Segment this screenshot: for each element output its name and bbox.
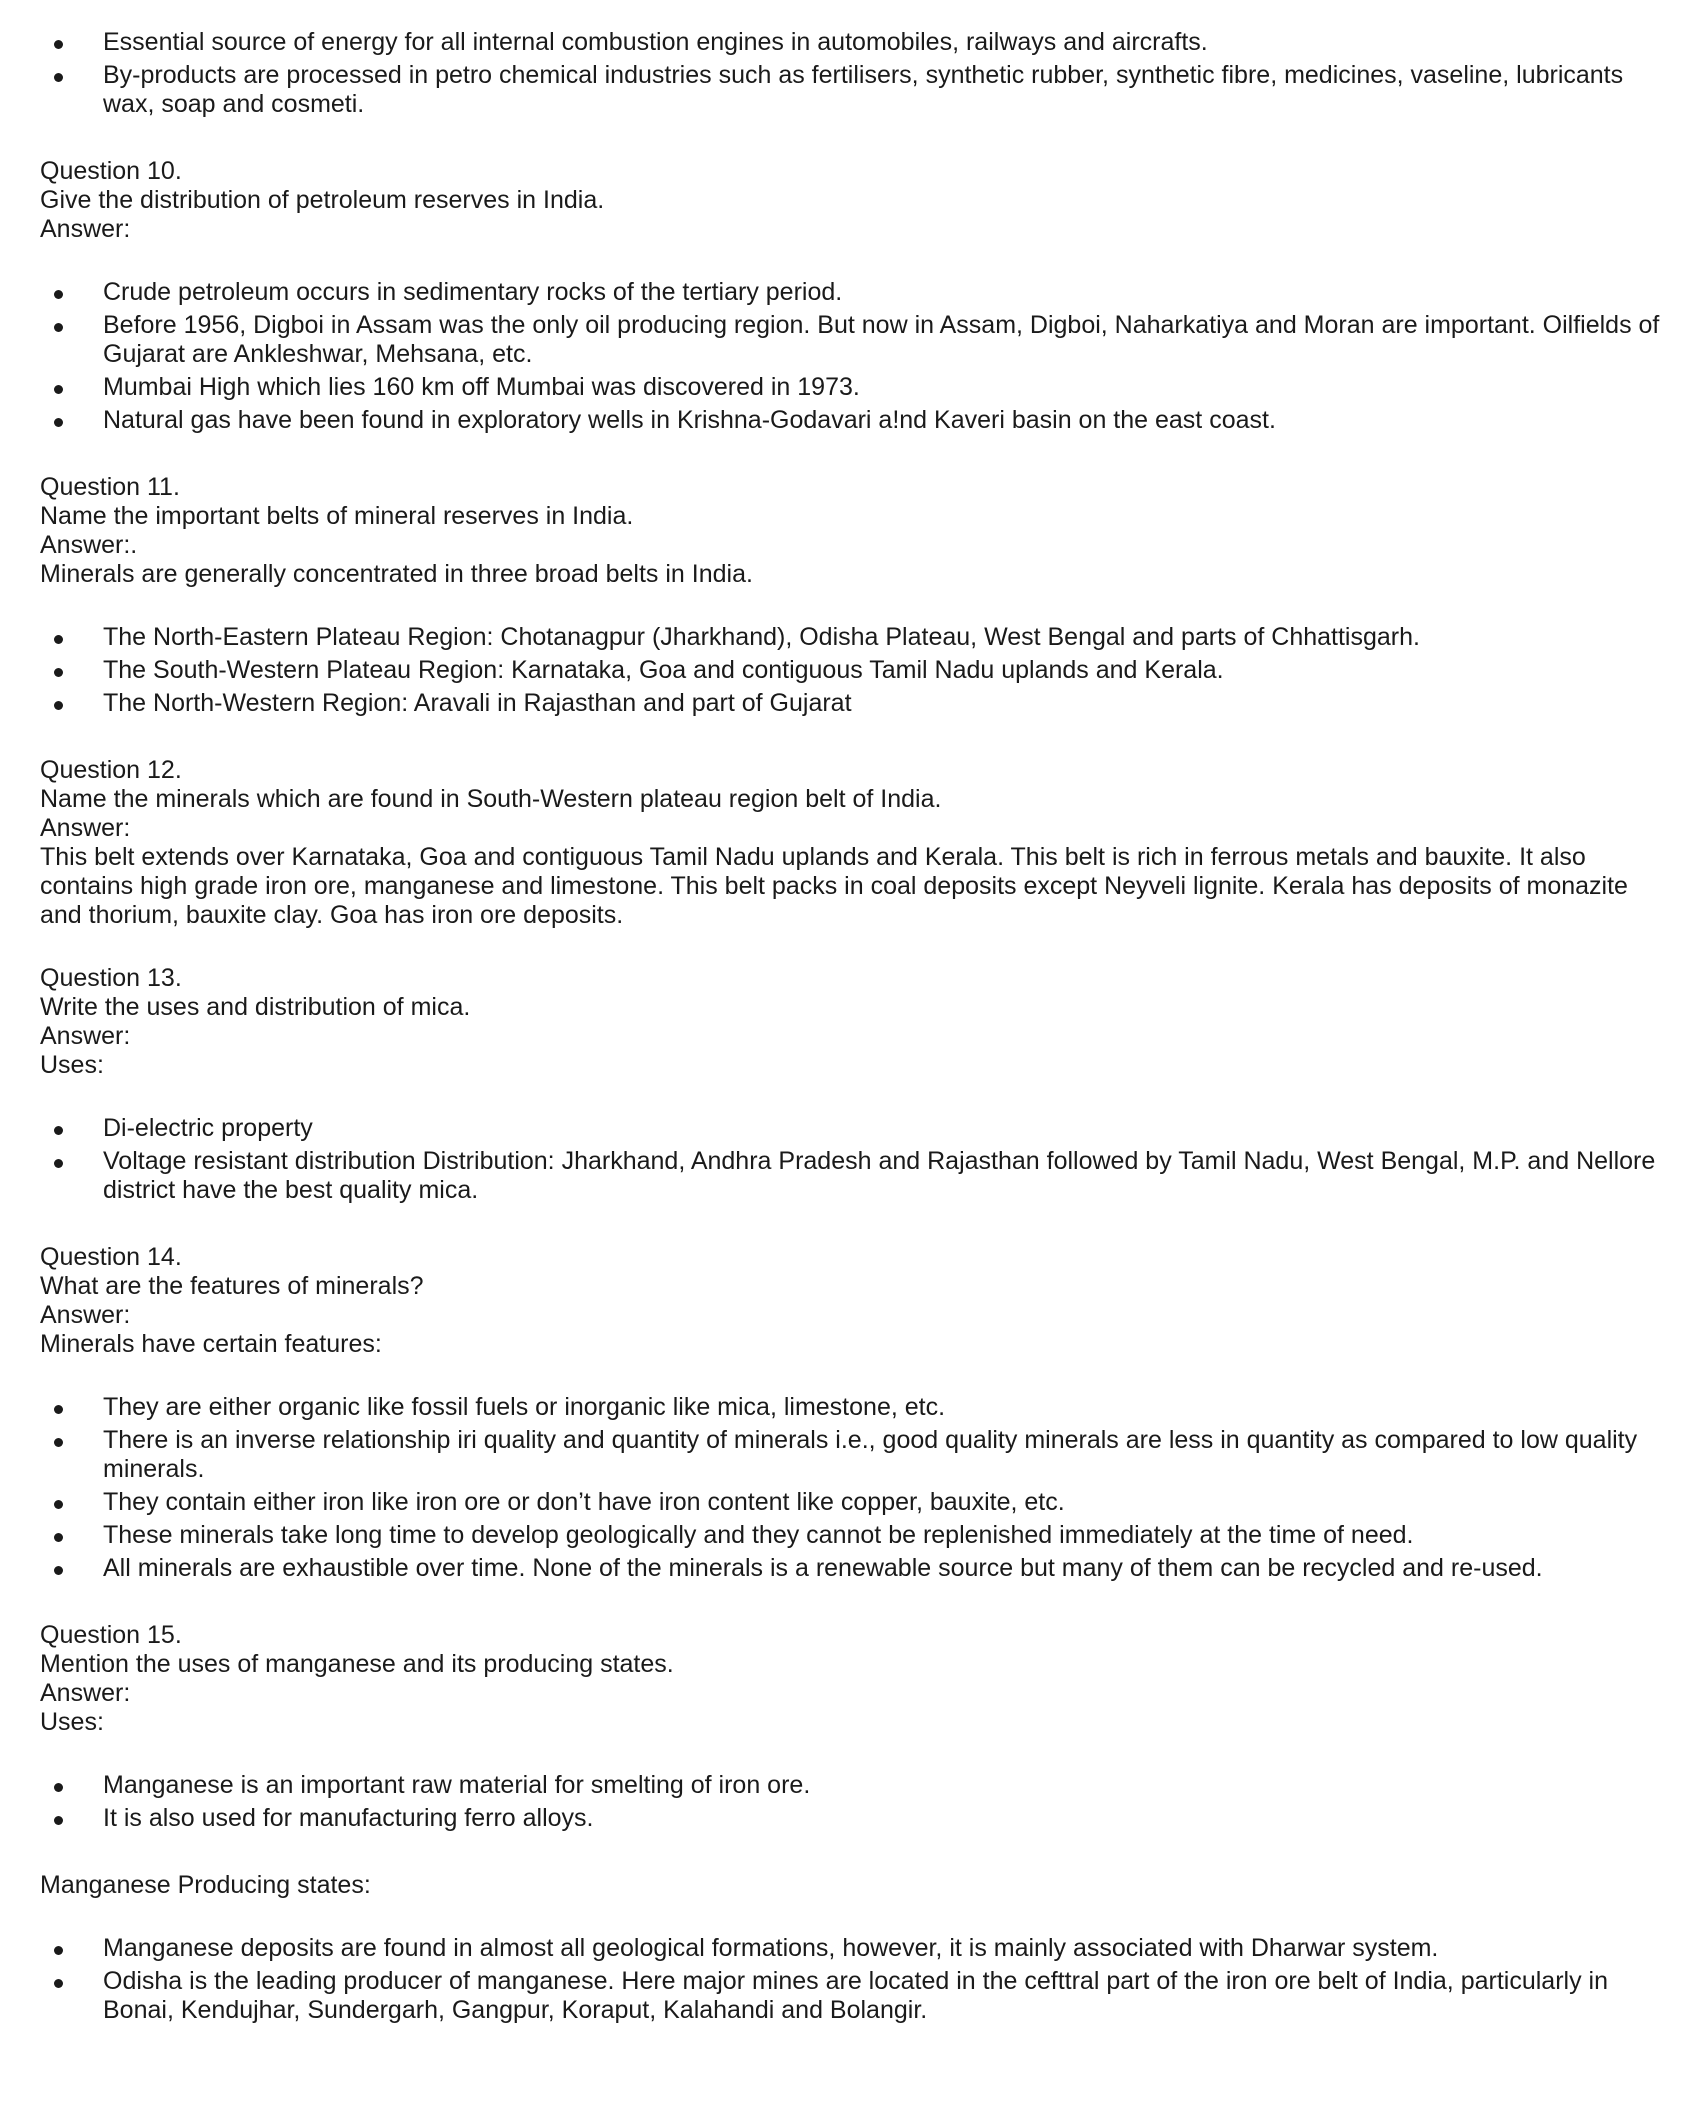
list-item: The North-Western Region: Aravali in Rajasthan and part of Gujarat <box>40 689 1660 718</box>
bullet-icon <box>54 1159 63 1168</box>
question-number: Question 15. <box>40 1621 182 1649</box>
question-13 <box>40 964 1660 1205</box>
bullet-icon <box>54 73 63 82</box>
answer-label: Answer: <box>40 1022 131 1050</box>
bullet-icon <box>54 1566 63 1575</box>
answer-label: Answer: <box>40 1679 131 1707</box>
bullet-icon <box>54 418 63 427</box>
question-11 <box>40 473 1660 718</box>
answer-label: Answer:. <box>40 531 138 559</box>
question-text: Mention the uses of manganese and its producing states. <box>40 1650 674 1678</box>
list-item: All minerals are exhaustible over time. None of the minerals is a renewable source but many of them can be recycled and re-used. <box>40 1554 1660 1583</box>
bullet-icon <box>54 1533 63 1542</box>
bullet-icon <box>54 323 63 332</box>
question-number: Question 13. <box>40 964 182 992</box>
question-14 <box>40 1243 1660 1583</box>
question-text: Write the uses and distribution of mica. <box>40 993 471 1021</box>
bullet-icon <box>54 1783 63 1792</box>
bullet-icon <box>54 1946 63 1955</box>
uses-label: Uses: <box>40 1708 104 1736</box>
answer-paragraph: This belt extends over Karnataka, Goa and contiguous Tamil Nadu uplands and Kerala. This belt is rich in ferrous metals and bauxite. It also contains high grade iron ore, manganese and limestone. This belt packs in coal deposits except Neyveli lignite. Kerala has deposits of monazite and thorium, bauxite clay. Goa has iron ore deposits. <box>40 843 1628 929</box>
bullet-icon <box>54 1126 63 1135</box>
list-item: By-products are processed in petro chemical industries such as fertilisers, synthetic rubber, synthetic fibre, medicines, vaseline, lubricants wax, soap and cosmeti. <box>40 61 1660 119</box>
intro-bullet-list <box>40 28 1660 119</box>
list-item: The South-Western Plateau Region: Karnataka, Goa and contiguous Tamil Nadu uplands and Kerala. <box>40 656 1660 685</box>
states-label: Manganese Producing states: <box>40 1871 371 1899</box>
question-number: Question 11. <box>40 473 180 501</box>
question-number: Question 12. <box>40 756 182 784</box>
list-item: They contain either iron like iron ore or don’t have iron content like copper, bauxite, etc. <box>40 1488 1660 1517</box>
answer-intro: Minerals are generally concentrated in three broad belts in India. <box>40 560 753 588</box>
list-item: The North-Eastern Plateau Region: Chotanagpur (Jharkhand), Odisha Plateau, West Bengal and parts of Chhattisgarh. <box>40 623 1660 652</box>
bullet-icon <box>54 635 63 644</box>
list-item: Crude petroleum occurs in sedimentary rocks of the tertiary period. <box>40 278 1660 307</box>
uses-bullet-list <box>40 1771 1660 1833</box>
list-item: Manganese is an important raw material for smelting of iron ore. <box>40 1771 1660 1800</box>
answer-bullet-list <box>40 1114 1660 1205</box>
list-item: Mumbai High which lies 160 km off Mumbai was discovered in 1973. <box>40 373 1660 402</box>
bullet-icon <box>54 1438 63 1447</box>
list-item: There is an inverse relationship iri quality and quantity of minerals i.e., good quality minerals are less in quantity as compared to low quality minerals. <box>40 1426 1660 1484</box>
question-text: What are the features of minerals? <box>40 1272 424 1300</box>
bullet-icon <box>54 40 63 49</box>
bullet-icon <box>54 1405 63 1414</box>
bullet-icon <box>54 1979 63 1988</box>
list-item: Di-electric property <box>40 1114 1660 1143</box>
answer-label: Answer: <box>40 814 131 842</box>
bullet-icon <box>54 290 63 299</box>
question-text: Name the important belts of mineral reserves in India. <box>40 502 634 530</box>
answer-label: Answer: <box>40 1301 131 1329</box>
list-item: Manganese deposits are found in almost all geological formations, however, it is mainly associated with Dharwar system. <box>40 1934 1660 1963</box>
bullet-icon <box>54 1816 63 1825</box>
answer-bullet-list <box>40 623 1660 718</box>
answer-bullet-list <box>40 278 1660 435</box>
question-12 <box>40 756 1660 930</box>
bullet-icon <box>54 701 63 710</box>
list-item: They are either organic like fossil fuels or inorganic like mica, limestone, etc. <box>40 1393 1660 1422</box>
question-15 <box>40 1621 1660 2025</box>
question-text: Name the minerals which are found in South-Western plateau region belt of India. <box>40 785 942 813</box>
uses-label: Uses: <box>40 1051 104 1079</box>
question-text: Give the distribution of petroleum reserves in India. <box>40 186 605 214</box>
bullet-icon <box>54 385 63 394</box>
list-item: Natural gas have been found in exploratory wells in Krishna-Godavari a!nd Kaveri basin on the east coast. <box>40 406 1660 435</box>
list-item: Essential source of energy for all internal combustion engines in automobiles, railways and aircrafts. <box>40 28 1660 57</box>
list-item: Before 1956, Digboi in Assam was the only oil producing region. But now in Assam, Digboi, Naharkatiya and Moran are important. Oilfields of Gujarat are Ankleshwar, Mehsana, etc. <box>40 311 1660 369</box>
question-number: Question 10. <box>40 157 182 185</box>
bullet-icon <box>54 668 63 677</box>
question-10 <box>40 157 1660 435</box>
document-page <box>40 28 1660 2029</box>
answer-bullet-list <box>40 1393 1660 1583</box>
list-item: These minerals take long time to develop geologically and they cannot be replenished immediately at the time of need. <box>40 1521 1660 1550</box>
list-item: Voltage resistant distribution Distribution: Jharkhand, Andhra Pradesh and Rajasthan followed by Tamil Nadu, West Bengal, M.P. and Nellore district have the best quality mica. <box>40 1147 1660 1205</box>
answer-label: Answer: <box>40 215 131 243</box>
question-number: Question 14. <box>40 1243 182 1271</box>
bullet-icon <box>54 1500 63 1509</box>
list-item: It is also used for manufacturing ferro alloys. <box>40 1804 1660 1833</box>
list-item: Odisha is the leading producer of manganese. Here major mines are located in the cefttral part of the iron ore belt of India, particularly in Bonai, Kendujhar, Sundergarh, Gangpur, Koraput, Kalahandi and Bolangir. <box>40 1967 1660 2025</box>
states-bullet-list <box>40 1934 1660 2025</box>
answer-intro: Minerals have certain features: <box>40 1330 382 1358</box>
